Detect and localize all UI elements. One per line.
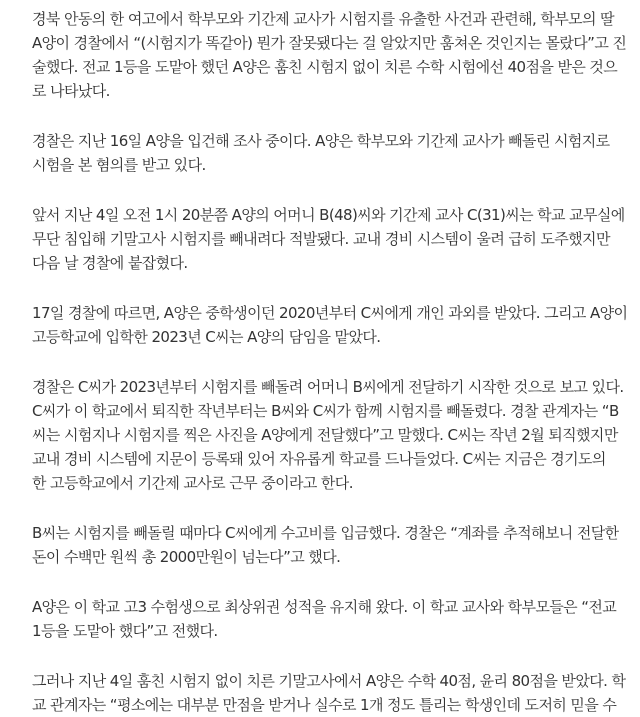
paragraph-7 [32,595,630,643]
text-line: 한 고등학교에서 기간제 교사로 근무 중이라고 한다. [32,474,353,492]
text-line: 그러나 지난 4일 훔친 시험지 없이 치른 기말고사에서 A양은 수학 40점, 윤리 80점을 받았다. 학 [32,672,626,690]
text-line: 교 관계자는 “평소에는 대부분 만점을 받거나 실수로 1개 정도 틀리는 학생인데 도저히 믿을 수 [32,696,617,714]
text-line: 경북 안동의 한 여고에서 학부모와 기간제 교사가 시험지를 유출한 사건과 관련해, 학부모의 딸 [32,10,615,28]
text-line: B씨는 시험지를 빼돌릴 때마다 C씨에게 수고비를 입금했다. 경찰은 “계좌를 추적해보니 전달한 [32,524,619,542]
paragraph-4 [32,301,630,349]
paragraph-3 [32,203,630,275]
text-line: 앞서 지난 4일 오전 1시 20분쯤 A양의 어머니 B(48)씨와 기간제 교사 C(31)씨는 학교 교무실에 [32,206,625,224]
text-line: 1등을 도맡아 했다”고 전했다. [32,622,218,640]
paragraph-2 [32,129,630,177]
text-line: A양은 이 학교 고3 수험생으로 최상위권 성적을 유지해 왔다. 이 학교 교사와 학부모들은 “전교 [32,598,617,616]
text-line: 로 나타났다. [32,82,110,100]
text-line: 술했다. 전교 1등을 도맡아 했던 A양은 훔친 시험지 없이 치른 수학 시험에선 40점을 받은 것으 [32,58,618,76]
text-line: 시험을 본 혐의를 받고 있다. [32,156,206,174]
text-line: 경찰은 지난 16일 A양을 입건해 조사 중이다. A양은 학부모와 기간제 교사가 빼돌린 시험지로 [32,132,610,150]
text-line: 무단 침입해 기말고사 시험지를 빼내려다 적발됐다. 교내 경비 시스템이 울려 급히 도주했지만 [32,230,610,248]
paragraph-8 [32,669,630,717]
paragraph-6 [32,521,630,569]
text-line: 다음 날 경찰에 붙잡혔다. [32,254,188,272]
text-line: 17일 경찰에 따르면, A양은 중학생이던 2020년부터 C씨에게 개인 과외를 받았다. 그리고 A양이 [32,304,628,322]
text-line: 돈이 수백만 원씩 총 2000만원이 넘는다”고 했다. [32,548,341,566]
text-line: 경찰은 C씨가 2023년부터 시험지를 빼돌려 어머니 B씨에게 전달하기 시작한 것으로 보고 있다. [32,378,624,396]
text-line: 고등학교에 입학한 2023년 C씨는 A양의 담임을 맡았다. [32,328,381,346]
text-line: 교내 경비 시스템에 지문이 등록돼 있어 자유롭게 학교를 드나들었다. C씨는 지금은 경기도의 [32,450,606,468]
paragraph-5 [32,375,630,495]
text-line: A양이 경찰에서 “(시험지가 똑같아) 뭔가 잘못됐다는 걸 알았지만 훔쳐온 것인지는 몰랐다”고 진 [32,34,627,52]
paragraph-1 [32,7,630,103]
text-line: C씨가 이 학교에서 퇴직한 작년부터는 B씨와 C씨가 함께 시험지를 빼돌렸다. 경찰 관계자는 “B [32,402,619,420]
text-line: 씨는 시험지나 시험지를 찍은 사진을 A양에게 전달했다”고 말했다. C씨는 작년 2월 퇴직했지만 [32,426,618,444]
